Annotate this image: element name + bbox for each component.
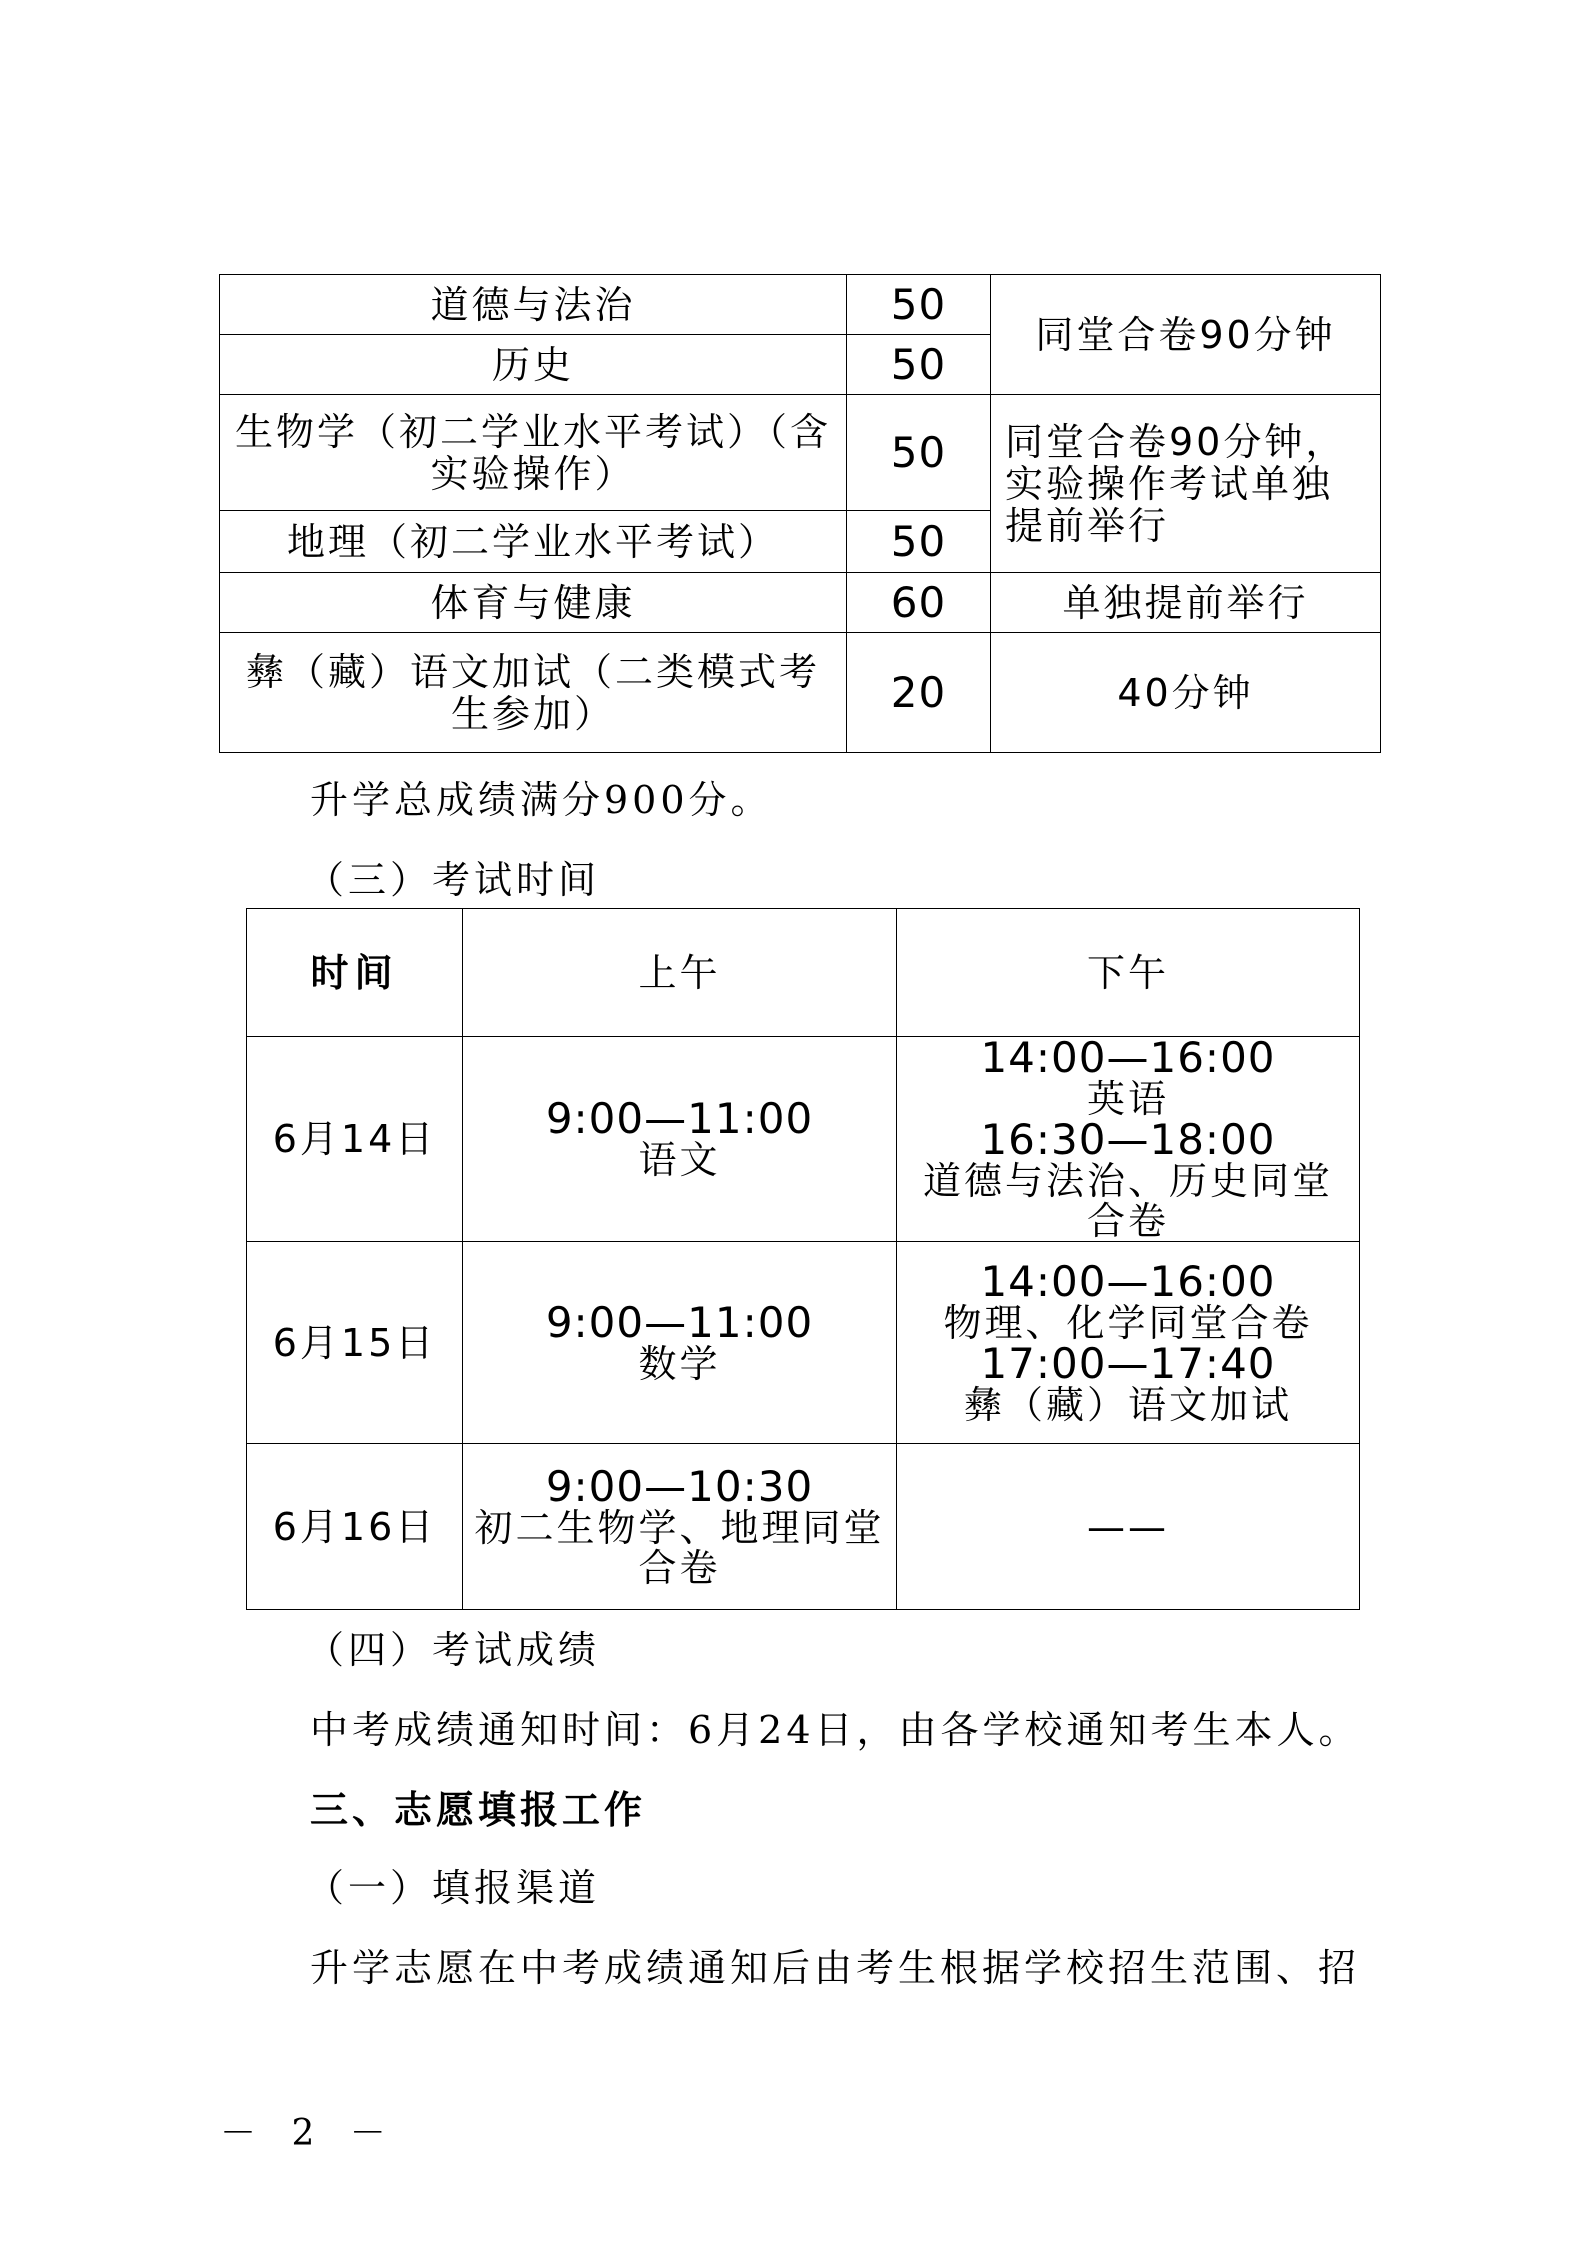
time-range: 17:00—17:40: [980, 1338, 1276, 1388]
time-range: 14:00—16:00: [980, 1256, 1276, 1306]
time-range: 9:00—11:00: [545, 1297, 814, 1347]
afternoon-cell: ——: [897, 1444, 1360, 1610]
time-range: 14:00—16:00: [980, 1033, 1276, 1082]
time-range: 9:00—10:30: [545, 1461, 814, 1511]
table-row: [220, 395, 1381, 511]
score-table: [219, 274, 1381, 753]
subject-label: 道德与法治、历史同堂合卷: [922, 1159, 1333, 1243]
header-date: 时间: [247, 909, 463, 1037]
subject-label: 数学: [638, 1341, 721, 1386]
header-morning: 上午: [463, 909, 897, 1037]
note-cell: 单独提前举行: [991, 573, 1381, 633]
total-score-note: 升学总成绩满分900分。: [310, 778, 773, 822]
score-notice-text: 中考成绩通知时间：6月24日，由各学校通知考生本人。: [310, 1708, 1361, 1752]
time-range: 9:00—11:00: [545, 1094, 814, 1143]
table-row: [220, 633, 1381, 753]
subject-cell: 历史: [220, 335, 847, 395]
date-cell: 6月16日: [247, 1444, 463, 1610]
section-heading-three: 三、志愿填报工作: [310, 1788, 647, 1832]
subject-label: 彝（藏）语文加试: [963, 1382, 1292, 1427]
morning-cell: [463, 1444, 897, 1610]
morning-cell: [463, 1037, 897, 1242]
points-cell: 20: [847, 633, 991, 753]
subject-cell: 彝（藏）语文加试（二类模式考生参加）: [220, 633, 847, 753]
note-cell: 同堂合卷90分钟，实验操作考试单独提前举行: [991, 395, 1381, 573]
table-row: [220, 573, 1381, 633]
subject-cell: 道德与法治: [220, 275, 847, 335]
date-cell: 6月15日: [247, 1242, 463, 1444]
table-row: [247, 1242, 1360, 1444]
points-cell: 50: [847, 511, 991, 573]
subject-label: 物理、化学同堂合卷: [943, 1300, 1313, 1345]
subject-cell: 地理（初二学业水平考试）: [220, 511, 847, 573]
points-cell: 60: [847, 573, 991, 633]
section-heading-channel: （一）填报渠道: [306, 1866, 601, 1910]
table-row: [220, 275, 1381, 335]
table-header-row: [247, 909, 1360, 1037]
afternoon-cell: [897, 1033, 1360, 1243]
table-row: [247, 1037, 1360, 1242]
exam-time-table: [246, 908, 1360, 1610]
section-heading-exam-score: （四）考试成绩: [306, 1628, 601, 1672]
subject-cell: 生物学（初二学业水平考试）（含实验操作）: [220, 395, 847, 511]
channel-text: 升学志愿在中考成绩通知后由考生根据学校招生范围、招: [310, 1946, 1361, 1990]
subject-cell: 体育与健康: [220, 573, 847, 633]
afternoon-cell: [897, 1242, 1360, 1444]
subject-label: 语文: [638, 1138, 721, 1182]
points-cell: 50: [847, 395, 991, 511]
morning-cell: [463, 1242, 897, 1444]
points-cell: 50: [847, 275, 991, 335]
time-range: 16:30—18:00: [980, 1115, 1276, 1164]
subject-label: 英语: [1086, 1077, 1169, 1121]
note-cell: 同堂合卷90分钟: [991, 275, 1381, 395]
section-heading-exam-time: （三）考试时间: [306, 858, 601, 902]
header-afternoon: 下午: [897, 909, 1360, 1037]
page-number: － 2 －: [220, 2113, 398, 2154]
subject-label: 初二生物学、地理同堂合卷: [474, 1505, 885, 1590]
table-row: [247, 1444, 1360, 1610]
date-cell: 6月14日: [247, 1037, 463, 1242]
points-cell: 50: [847, 335, 991, 395]
note-cell: 40分钟: [991, 633, 1381, 753]
